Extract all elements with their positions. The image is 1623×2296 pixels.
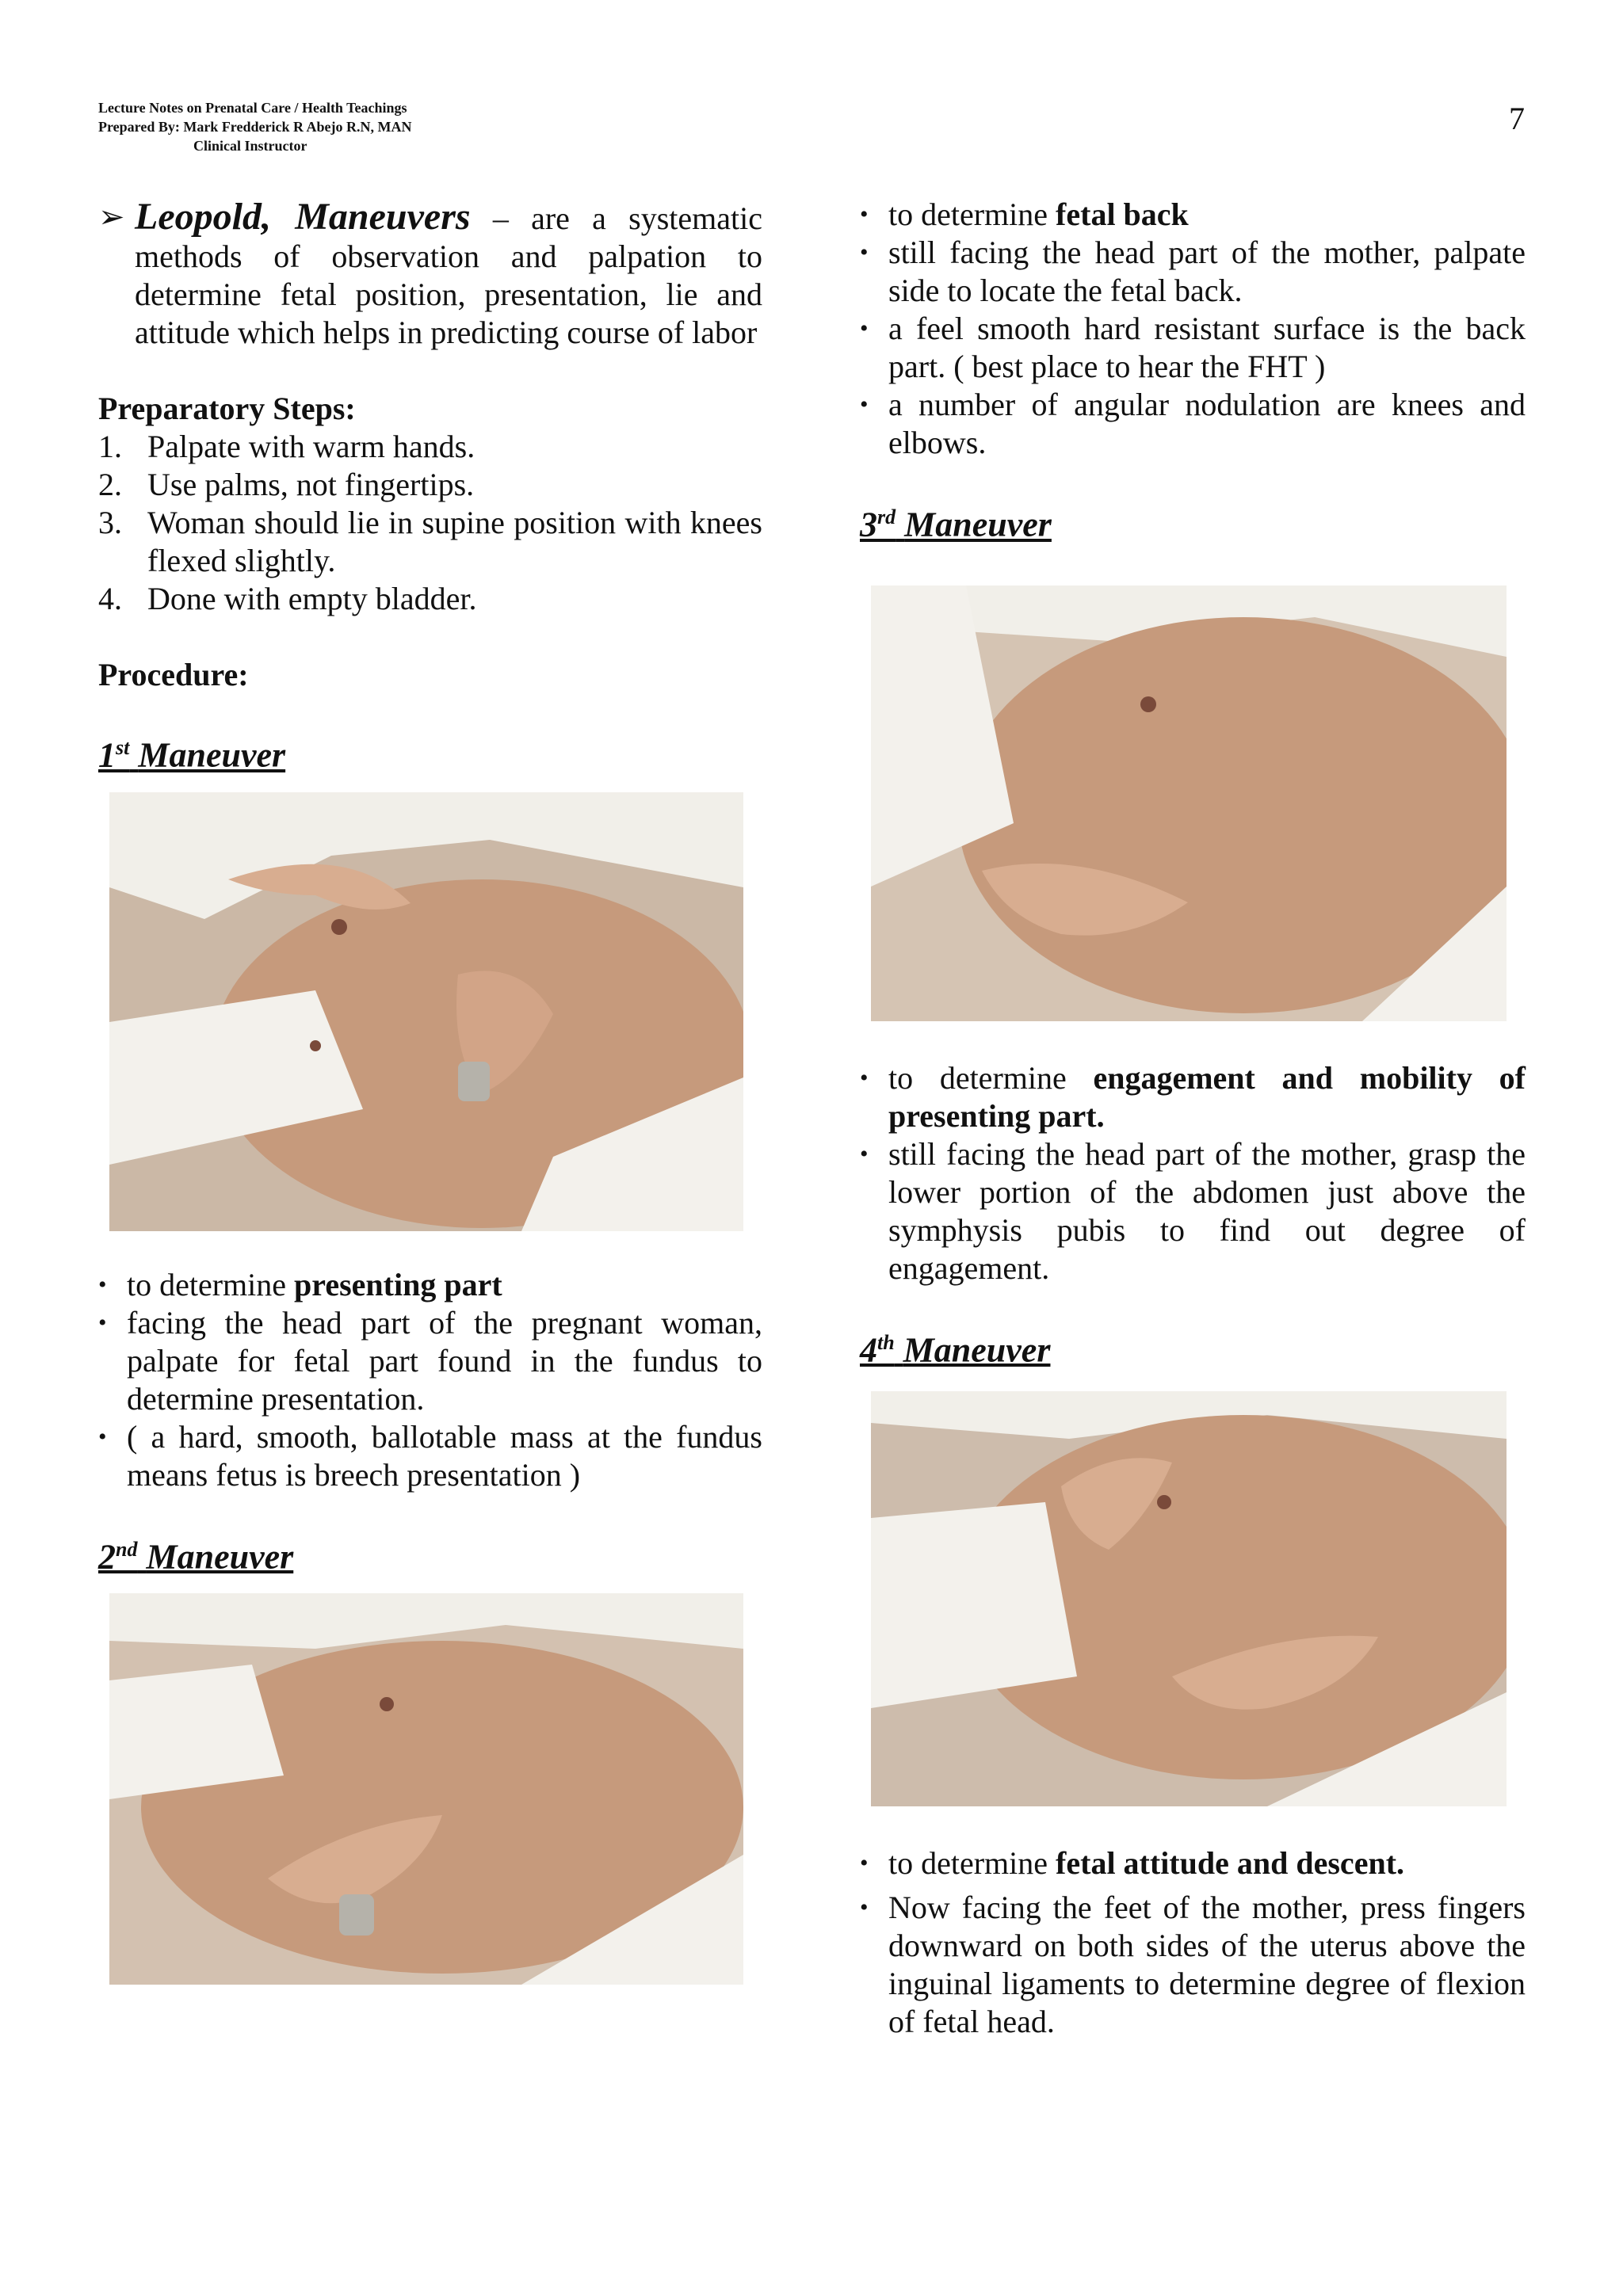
list-item <box>860 1844 1526 1882</box>
left-column <box>98 198 762 1985</box>
maneuver-4-title <box>860 1324 1526 1370</box>
preparatory-steps-list <box>98 428 762 618</box>
bullet-icon: • <box>860 1140 869 1167</box>
preparatory-title: Preparatory Steps: <box>98 391 356 426</box>
header-line-3: Clinical Instructor <box>193 138 307 154</box>
maneuver-num: 4 <box>860 1330 877 1370</box>
step-text: Woman should lie in supine position with knees flexed slightly. <box>147 505 762 578</box>
bullet-text: Now facing the feet of the mother, press fingers downward on both sides of the uterus above the inguinal ligaments to determine degree of flexion of fetal head. <box>888 1890 1526 2040</box>
maneuver-4-photo <box>871 1391 1507 1806</box>
maneuver-1-title <box>98 729 762 775</box>
bullet-icon: • <box>98 1309 107 1336</box>
intro-text: – are a systematic methods of observation and palpation to determine fetal position, presentation, lie and attitude which helps in predicting course of labor <box>135 200 762 350</box>
bullet-bold: fetal back <box>1056 196 1189 232</box>
step-number: 2. <box>98 467 122 502</box>
maneuver-sup: st <box>116 736 130 759</box>
bullet-icon: • <box>860 1064 869 1091</box>
intro-definition <box>98 198 762 352</box>
step-text: Done with empty bladder. <box>147 581 477 616</box>
header-line-2: Prepared By: Mark Fredderick R Abejo R.N, MAN <box>98 119 412 135</box>
maneuver-3-title <box>860 498 1526 544</box>
step-number: 3. <box>98 505 122 540</box>
bullet-icon: • <box>860 239 869 265</box>
bullet-icon: • <box>860 201 869 227</box>
list-item <box>98 580 762 618</box>
list-item <box>860 386 1526 462</box>
page-number: 7 <box>1509 101 1525 136</box>
maneuver-4-bullets <box>860 1844 1526 2041</box>
maneuver-3-photo <box>871 585 1507 1021</box>
maneuver-num: 3 <box>860 505 877 544</box>
bullet-text: to determine <box>888 1059 1094 1096</box>
list-item <box>860 1059 1526 1135</box>
maneuver-sup: th <box>877 1330 895 1354</box>
step-text: Palpate with warm hands. <box>147 429 475 464</box>
bullet-text: to determine <box>888 1845 1056 1882</box>
list-item <box>98 504 762 580</box>
list-item <box>860 1889 1526 2041</box>
list-item <box>98 1304 762 1418</box>
maneuver-label: Maneuver <box>138 735 286 775</box>
list-item <box>860 234 1526 310</box>
maneuver-2-title <box>98 1531 762 1577</box>
page-header <box>98 98 411 155</box>
step-number: 4. <box>98 581 122 616</box>
bullet-text: a feel smooth hard resistant surface is the back part. ( best place to hear the FHT ) <box>888 311 1526 384</box>
list-item <box>98 1266 762 1304</box>
step-number: 1. <box>98 429 122 464</box>
bullet-bold: presenting part <box>294 1266 502 1302</box>
bullet-text: still facing the head part of the mother, grasp the lower portion of the abdomen just above the symphysis pubis to find out degree of engagement. <box>888 1135 1526 1286</box>
bullet-icon: • <box>98 1423 107 1450</box>
list-item <box>98 466 762 504</box>
maneuver-2-photo <box>109 1593 743 1985</box>
arrow-bullet-icon: ➢ <box>98 199 125 235</box>
maneuver-label: Maneuver <box>903 1330 1051 1370</box>
bullet-icon: • <box>860 391 869 418</box>
list-item <box>860 1135 1526 1287</box>
maneuver-sup: nd <box>116 1537 138 1561</box>
header-line-1: Lecture Notes on Prenatal Care / Health Teachings <box>98 100 407 116</box>
bullet-icon: • <box>98 1271 107 1298</box>
bullet-icon: • <box>860 1894 869 1921</box>
bullet-icon: • <box>860 315 869 341</box>
bullet-text: still facing the head part of the mother, palpate side to locate the fetal back. <box>888 235 1526 308</box>
step-text: Use palms, not fingertips. <box>147 467 475 502</box>
bullet-text: to determine <box>127 1266 295 1302</box>
bullet-text: facing the head part of the pregnant woman, palpate for fetal part found in the fundus to determine presentation. <box>127 1304 762 1417</box>
list-item <box>98 428 762 466</box>
maneuver-label: Maneuver <box>904 505 1052 544</box>
maneuver-label: Maneuver <box>146 1537 294 1577</box>
bullet-text: ( a hard, smooth, ballotable mass at the fundus means fetus is breech presentation ) <box>127 1418 762 1493</box>
maneuver-1-bullets <box>98 1266 762 1494</box>
maneuver-sup: rd <box>877 505 896 528</box>
maneuver-num: 2 <box>98 1537 116 1577</box>
maneuver-2-bullets <box>860 196 1526 462</box>
bullet-bold: fetal attitude and descent. <box>1056 1845 1405 1882</box>
bullet-icon: • <box>860 1850 869 1877</box>
maneuver-1-photo <box>109 792 743 1231</box>
right-column <box>860 196 1526 2041</box>
list-item <box>98 1418 762 1494</box>
list-item <box>860 196 1526 234</box>
maneuver-num: 1 <box>98 735 116 775</box>
list-item <box>860 310 1526 386</box>
maneuver-3-bullets <box>860 1059 1526 1287</box>
bullet-text: to determine <box>888 196 1056 232</box>
procedure-title: Procedure: <box>98 657 249 692</box>
bullet-text: a number of angular nodulation are knees and elbows. <box>888 387 1526 460</box>
intro-term: Leopold, Maneuvers <box>135 196 471 238</box>
bullet-bold: engagement and mobility of presenting part. <box>888 1059 1526 1134</box>
